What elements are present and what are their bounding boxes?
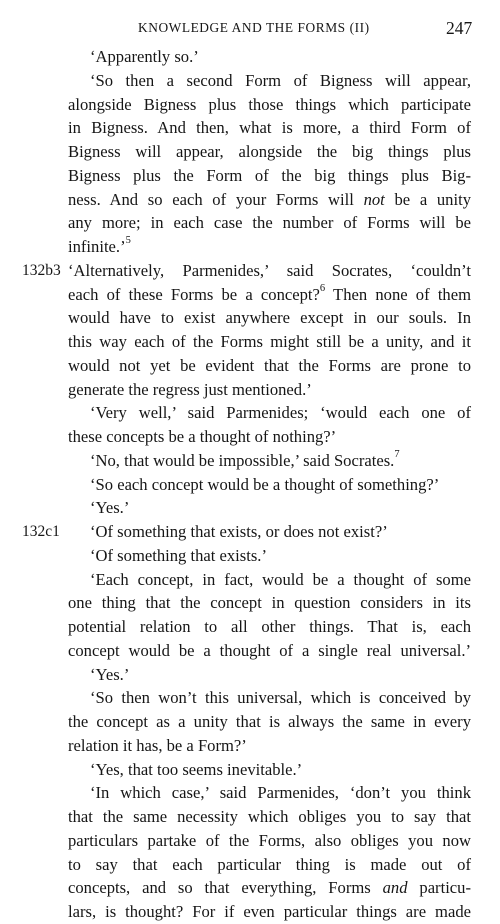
line-text: alongside Bigness plus those things which participate: [68, 94, 471, 114]
line-text: in Bigness. And then, what is more, a third Form of: [68, 118, 471, 138]
line-text: ness. And so each of your Forms will: [68, 189, 354, 209]
line-text: generate the regress just mentioned.’: [68, 379, 312, 399]
text-line: [68, 449, 471, 473]
line-text: concepts, and so that everything, Forms: [68, 878, 371, 898]
line-text: one thing that the concept in question considers in its: [68, 593, 471, 613]
line-text: ‘In which case,’ said Parmenides, ‘don’t you think: [90, 783, 471, 803]
footnote-marker: 7: [394, 449, 400, 461]
line-text: ‘Of something that exists, or does not exist?’: [90, 522, 388, 541]
line-text: concept would be a thought of a single real universal.’: [68, 640, 471, 660]
text-line: [68, 544, 471, 568]
text-line: [68, 591, 471, 615]
text-line: [68, 639, 471, 663]
text-line: [68, 781, 471, 805]
margin-reference: 132c1: [22, 523, 60, 540]
text-line: [68, 900, 471, 924]
text-line: [68, 710, 471, 734]
line-text: ‘Yes.’: [90, 498, 130, 518]
text-line: [68, 330, 471, 354]
text-line: [68, 140, 471, 164]
text-line: [68, 473, 471, 497]
text-line: [68, 354, 471, 378]
text-line: [68, 306, 471, 330]
text-line: [68, 164, 471, 188]
text-line: [68, 686, 471, 710]
text-line: [68, 425, 471, 449]
line-text: ‘Of something that exists.’: [90, 545, 267, 565]
line-text: ‘Very well,’ said Parmenides; ‘would each one of: [90, 403, 471, 423]
line-text: relation it has, be a Form?’: [68, 735, 247, 755]
line-text: any more; in each case the number of Forms will be: [68, 213, 471, 233]
text-line: [22, 520, 471, 544]
line-text: particulars partake of the Forms, also obliges you now: [68, 830, 471, 850]
line-text: ‘So then a second Form of Bigness will appear,: [90, 70, 471, 90]
line-text: ‘Apparently so.’: [90, 47, 199, 66]
text-line: [68, 45, 471, 69]
text-line: [68, 188, 471, 212]
line-text: ‘So then won’t this universal, which is conceived by: [90, 688, 471, 708]
line-text: these concepts be a thought of nothing?’: [68, 427, 337, 446]
text-line: [68, 876, 471, 900]
line-text: potential relation to all other things. That is, each: [68, 617, 471, 636]
line-text: ‘Yes, that too seems inevitable.’: [90, 759, 303, 779]
emphasis: and: [382, 878, 408, 898]
line-text: ‘Yes.’: [90, 664, 130, 684]
text-line: [68, 758, 471, 782]
text-line: [68, 829, 471, 853]
running-head: [0, 18, 500, 40]
margin-reference: 132b3: [22, 261, 61, 279]
line-text-continued: be a unity: [384, 189, 471, 209]
line-text: each of these Forms be a concept?: [68, 284, 320, 304]
text-line: [68, 235, 471, 259]
line-text: lars, is thought? For if even particular things are made: [68, 902, 471, 921]
line-text: this way each of the Forms might still be a unity, and it: [68, 332, 471, 351]
line-text: Bigness will appear, alongside the big things plus: [68, 142, 471, 161]
text-line: [68, 734, 471, 758]
text-line: [68, 496, 471, 520]
emphasis: not: [363, 189, 385, 209]
line-text: would have to exist anywhere except in our souls. In: [68, 308, 471, 328]
line-text: would not yet be evident that the Forms are prone to: [68, 355, 471, 375]
line-text: ‘Alternatively, Parmenides,’ said Socrates, ‘couldn’t: [68, 260, 471, 280]
footnote-marker: 5: [125, 235, 131, 247]
text-line: [68, 93, 471, 117]
text-line: [68, 615, 471, 639]
line-text: ‘So each concept would be a thought of something?’: [90, 474, 440, 494]
text-line: [68, 805, 471, 829]
text-line: [68, 283, 471, 307]
line-text: ‘No, that would be impossible,’ said Socrates.: [90, 450, 395, 470]
running-title: KNOWLEDGE AND THE FORMS (II): [138, 20, 370, 35]
text-line: [68, 116, 471, 140]
text-line: [68, 401, 471, 425]
footnote-marker: 6: [319, 282, 326, 294]
line-text: to say that each particular thing is made out of: [68, 854, 471, 874]
line-text: Bigness plus the Form of the big things plus Big-: [68, 165, 471, 185]
body-text: [22, 45, 471, 924]
line-text-continued: Then none of them: [325, 284, 471, 304]
line-text: that the same necessity which obliges you to say that: [68, 807, 471, 826]
line-text-continued: particu-: [407, 878, 471, 898]
text-line: [68, 69, 471, 93]
text-line: [68, 663, 471, 687]
text-line: [22, 259, 471, 283]
page-number: 247: [446, 18, 473, 38]
text-line: [68, 853, 471, 877]
text-line: [68, 378, 471, 402]
text-line: [68, 568, 471, 592]
line-text: infinite.’: [68, 237, 126, 256]
line-text: ‘Each concept, in fact, would be a thought of some: [90, 569, 471, 589]
line-text: the concept as a unity that is always the same in every: [68, 712, 471, 731]
text-line: [68, 211, 471, 235]
